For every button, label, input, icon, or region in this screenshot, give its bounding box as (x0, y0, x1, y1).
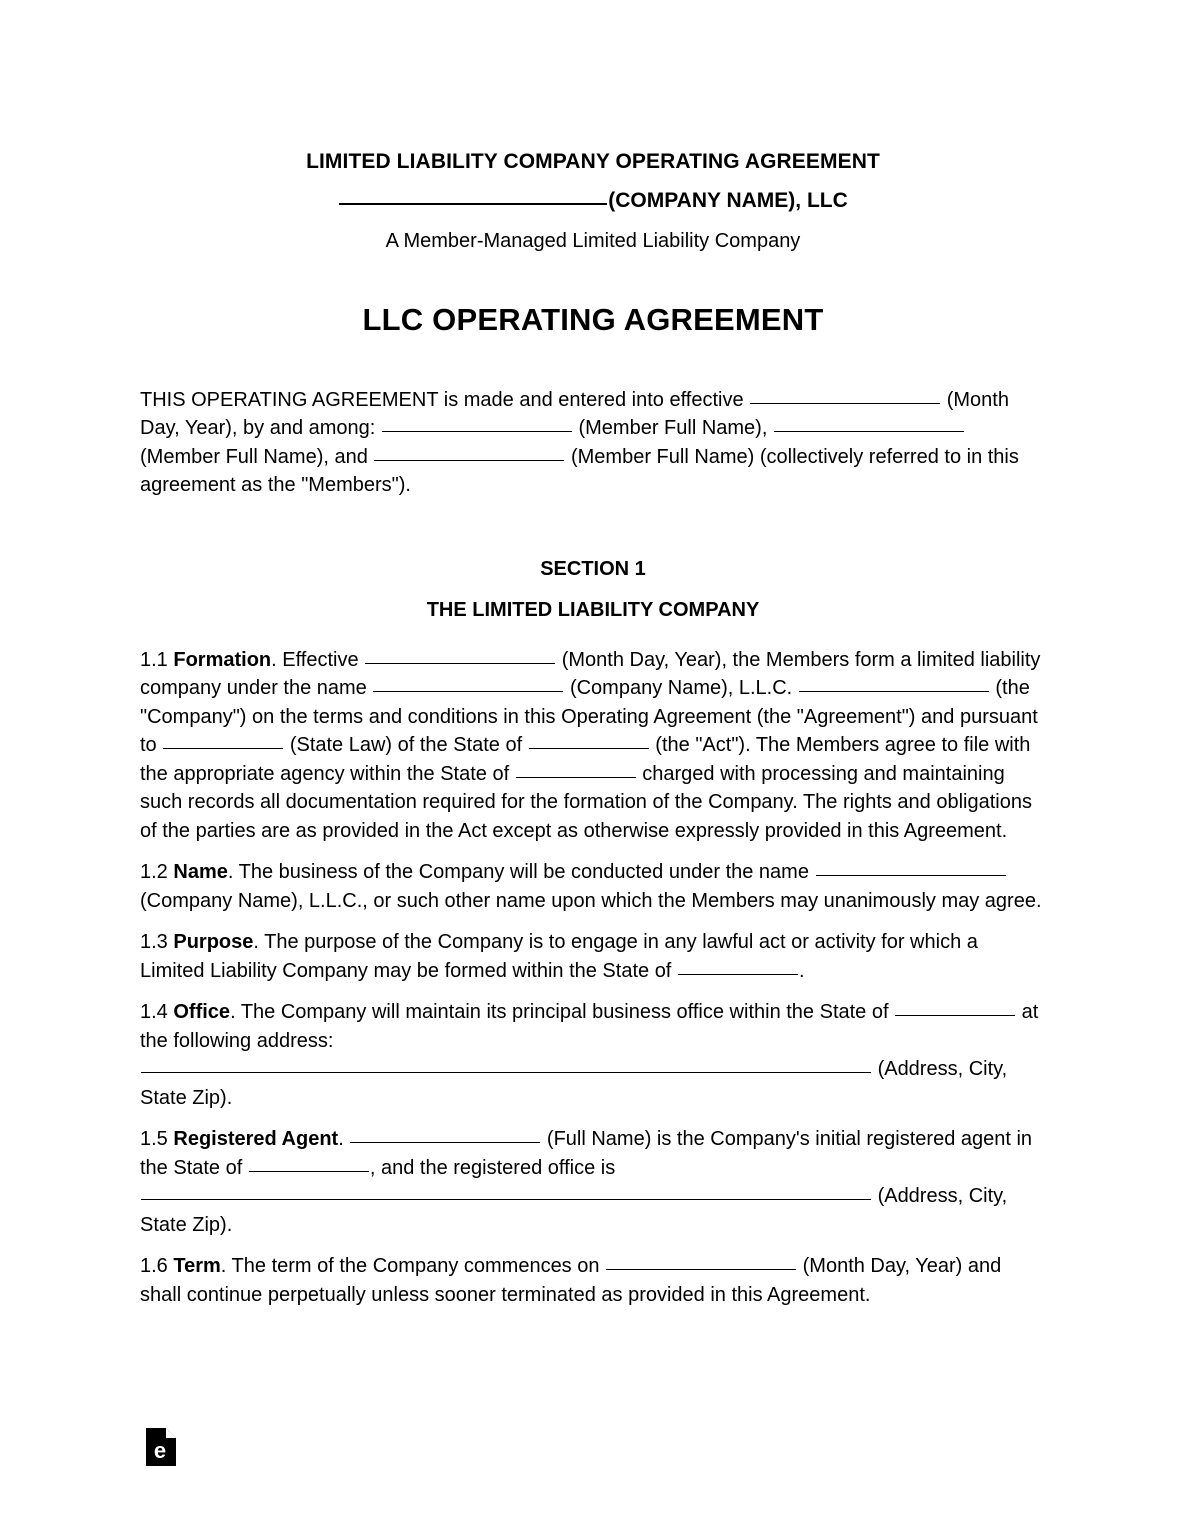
clause-1-1-text-7: charged with processing and maintaining such records all documentation required for the formation of the Company. The rights and obligations of the parties are as provided in the Act except as otherwise expressly provided in this Agreement. (140, 762, 1032, 842)
company-name-line (140, 176, 1046, 215)
company-name-blank[interactable] (339, 186, 607, 205)
clause-1-2-number: 1.2 (140, 861, 168, 884)
clause-1-4-title: Office (173, 1001, 231, 1024)
registered-agent-name-blank[interactable] (350, 1125, 540, 1143)
office-address-blank[interactable] (141, 1055, 871, 1073)
name-company-blank[interactable] (816, 858, 1006, 876)
formation-company-name-blank[interactable] (373, 674, 563, 692)
effective-date-blank[interactable] (750, 386, 940, 404)
clause-1-2-text-1: . The business of the Company will be conducted under the name (227, 861, 809, 884)
clause-1-1-text-5: (State Law) of the State of (289, 734, 523, 757)
clause-1-3-purpose (140, 915, 1046, 985)
purpose-state-blank[interactable] (678, 957, 798, 975)
member-1-name-blank[interactable] (382, 414, 572, 432)
eforms-file-logo-icon (146, 1428, 176, 1466)
clause-1-3-number: 1.3 (140, 931, 168, 954)
member-2-name-blank[interactable] (774, 414, 964, 432)
office-state-blank[interactable] (895, 998, 1015, 1016)
section-name: THE LIMITED LIABILITY COMPANY (426, 598, 760, 621)
intro-part-5: (Member Full Name) (collectively referred to in this agreement as the "Members"). (140, 445, 1019, 497)
main-title: LLC OPERATING AGREEMENT (362, 301, 824, 337)
registered-agent-state-blank[interactable] (249, 1154, 369, 1172)
section-heading-block (140, 500, 1046, 622)
clause-1-1-text-3: (Company Name), L.L.C. (569, 677, 793, 700)
intro-part-3: (Member Full Name), (578, 417, 768, 440)
intro-part-2: (Month Day, Year), by and among: (140, 388, 1009, 440)
intro-paragraph (140, 338, 1046, 500)
member-3-name-blank[interactable] (374, 443, 564, 461)
clause-1-4-number: 1.4 (140, 1001, 168, 1024)
intro-part-1: THIS OPERATING AGREEMENT is made and entered into effective (140, 388, 744, 411)
document-tagline: A Member-Managed Limited Liability Company (385, 229, 801, 252)
clause-1-1-number: 1.1 (140, 648, 168, 671)
svg-text:e: e (153, 1438, 167, 1463)
formation-effective-date-blank[interactable] (365, 646, 555, 664)
registered-office-address-blank[interactable] (141, 1182, 871, 1200)
clause-1-3-text-1: . The purpose of the Company is to engage in any lawful act or activity for which a Limited Liability Company may be formed within the State of (140, 931, 978, 982)
clause-1-6-number: 1.6 (140, 1255, 168, 1278)
clause-1-4-office (140, 985, 1046, 1112)
clause-1-4-text-3: (Address, City, State Zip). (140, 1058, 1008, 1109)
clause-1-5-text-3: , and the registered office is (369, 1156, 616, 1179)
clause-1-1-text-4: (the "Company") on the terms and conditions in this Operating Agreement (the "Agreement") and pursuant to (140, 677, 1038, 757)
clause-1-2-name (140, 845, 1046, 915)
clause-1-6-text-2: (Month Day, Year) and shall continue perpetually unless sooner terminated as provided in this Agreement. (140, 1255, 1002, 1306)
document-content (140, 0, 1046, 1309)
intro-part-4: (Member Full Name), and (140, 445, 368, 468)
formation-state-law-blank[interactable] (163, 731, 283, 749)
clause-1-5-text-4: (Address, City, State Zip). (140, 1185, 1008, 1236)
formation-state-blank[interactable] (529, 731, 649, 749)
clause-1-5-title: Registered Agent (173, 1128, 339, 1151)
clause-1-1-title: Formation (173, 648, 272, 671)
clause-1-5-number: 1.5 (140, 1128, 168, 1151)
clause-1-4-text-2: at the following address: (140, 1001, 1039, 1052)
formation-agency-state-blank[interactable] (516, 760, 636, 778)
clause-1-1-formation (140, 622, 1046, 846)
clause-1-6-text-1: . The term of the Company commences on (220, 1255, 600, 1278)
clause-1-5-text-1: . (338, 1128, 344, 1151)
clause-1-5-text-2: (Full Name) is the Company's initial registered agent in the State of (140, 1128, 1033, 1179)
clause-1-5-registered-agent (140, 1112, 1046, 1239)
clause-1-1-text-2: (Month Day, Year), the Members form a limited liability company under the name (140, 648, 1041, 700)
section-number: SECTION 1 (540, 557, 646, 580)
clause-1-1-text-1: . Effective (271, 648, 359, 671)
company-name-label: (COMPANY NAME), LLC (608, 189, 848, 213)
clause-1-2-text-2: (Company Name), L.L.C., or such other name upon which the Members may unanimously may agree. (140, 889, 1042, 912)
document-title: LIMITED LIABILITY COMPANY OPERATING AGREEMENT (306, 150, 880, 173)
term-commencement-date-blank[interactable] (606, 1252, 796, 1270)
clause-1-3-text-2: . (798, 959, 805, 982)
clause-1-2-title: Name (173, 861, 228, 884)
clause-1-6-term (140, 1239, 1046, 1309)
clause-1-1-text-6: (the "Act"). The Members agree to file with the appropriate agency within the State of (140, 734, 1031, 785)
clause-1-3-title: Purpose (173, 931, 254, 954)
clause-1-4-text-1: . The Company will maintain its principal business office within the State of (230, 1001, 889, 1024)
formation-company-suffix-blank[interactable] (799, 674, 989, 692)
clause-1-6-title: Term (173, 1255, 221, 1278)
